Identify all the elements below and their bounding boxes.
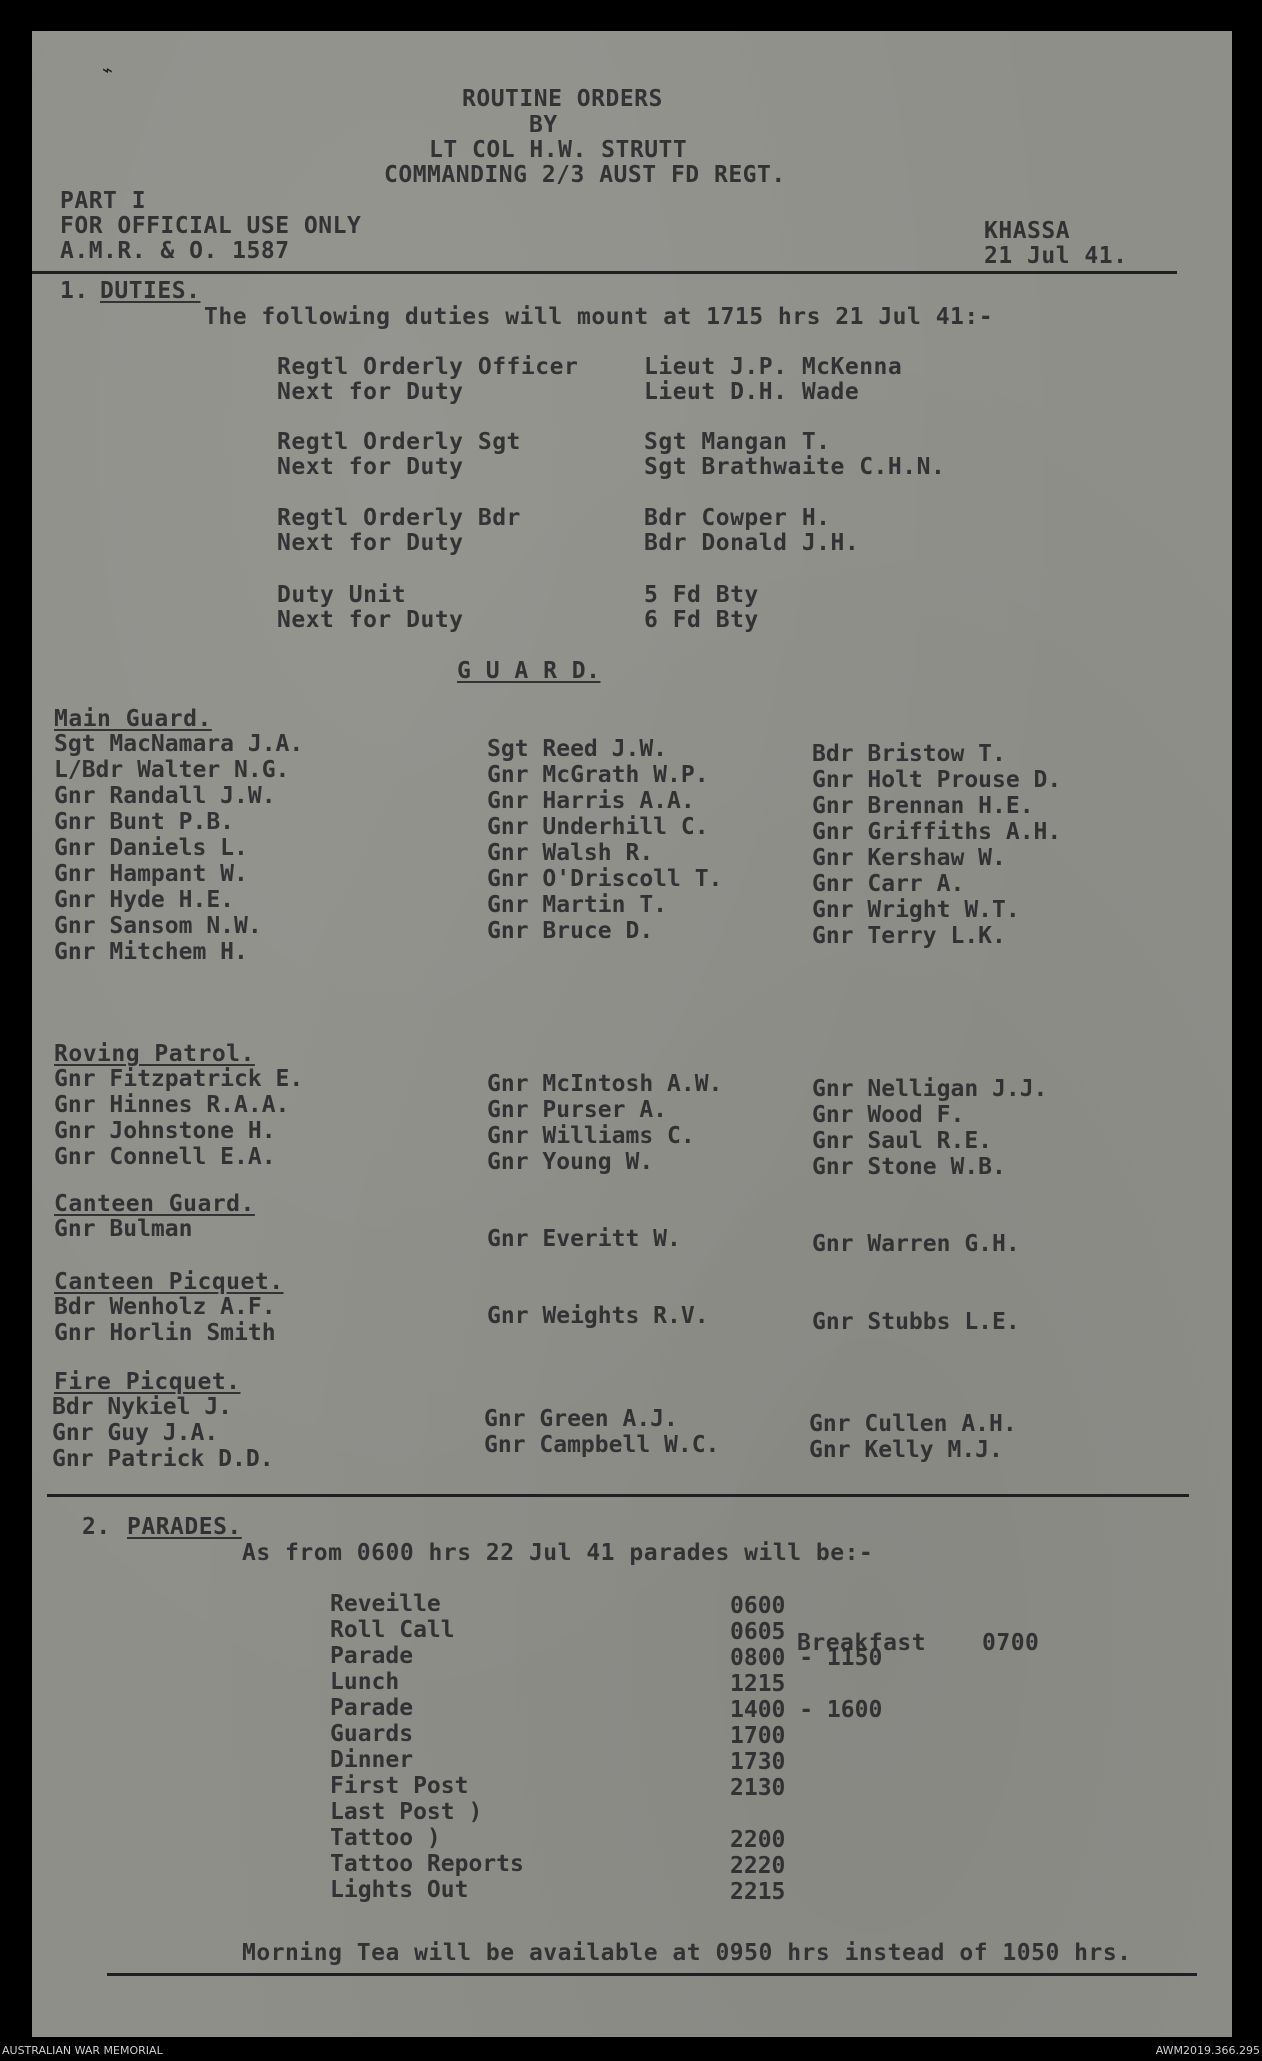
parade-item-time: 2215 bbox=[730, 1879, 786, 1905]
canteen-picquet-title: Canteen Picquet. bbox=[54, 1269, 284, 1295]
list-item: Sgt MacNamara J.A. bbox=[54, 731, 304, 757]
header-title: ROUTINE ORDERS bbox=[462, 86, 663, 112]
duty-name: 5 Fd Bty bbox=[644, 582, 759, 608]
canteen-guard-col2 bbox=[487, 1226, 681, 1252]
duty-role: Duty Unit bbox=[277, 582, 407, 608]
duty-next: Next for Duty bbox=[277, 454, 464, 480]
main-guard-col2 bbox=[487, 736, 722, 944]
list-item: Gnr Williams C. bbox=[487, 1123, 695, 1149]
list-item: Gnr O'Driscoll T. bbox=[487, 866, 723, 892]
duty-next-name: 6 Fd Bty bbox=[644, 607, 759, 633]
parade-item-name: Tattoo Reports bbox=[330, 1851, 524, 1877]
list-item: Gnr Purser A. bbox=[487, 1097, 668, 1123]
list-item: Gnr Brennan H.E. bbox=[812, 793, 1034, 819]
list-item: Gnr Everitt W. bbox=[487, 1226, 681, 1252]
list-item: Gnr Horlin Smith bbox=[54, 1320, 276, 1346]
list-item: Bdr Wenholz A.F. bbox=[54, 1294, 276, 1320]
list-item: Gnr Carr A. bbox=[812, 871, 965, 897]
parade-item-name: Parade bbox=[330, 1695, 414, 1721]
list-item: Gnr Hampant W. bbox=[54, 861, 248, 887]
list-item: Gnr Daniels L. bbox=[54, 835, 248, 861]
duty-next: Next for Duty bbox=[277, 607, 464, 633]
list-item: Gnr Holt Prouse D. bbox=[812, 767, 1062, 793]
header-unit: COMMANDING 2/3 AUST FD REGT. bbox=[384, 162, 786, 188]
list-item: Gnr Saul R.E. bbox=[812, 1128, 993, 1154]
parade-item-time: 0800 - 1150 bbox=[730, 1645, 883, 1671]
duty-role: Regtl Orderly Sgt bbox=[277, 429, 521, 455]
parade-item-name: Guards bbox=[330, 1721, 414, 1747]
list-item: Gnr Patrick D.D. bbox=[52, 1446, 274, 1472]
section-heading-duties: DUTIES. bbox=[100, 278, 201, 304]
list-item: Gnr Harris A.A. bbox=[487, 788, 695, 814]
roving-patrol-title: Roving Patrol. bbox=[54, 1041, 255, 1067]
list-item: Gnr Cullen A.H. bbox=[809, 1411, 1017, 1437]
list-item: Gnr Green A.J. bbox=[484, 1406, 678, 1432]
main-guard-col3 bbox=[812, 741, 1061, 949]
parade-item-time: 1700 bbox=[730, 1723, 786, 1749]
breakfast-time: 0700 bbox=[982, 1630, 1040, 1656]
list-item: Gnr Wood F. bbox=[812, 1102, 965, 1128]
list-item: Gnr Terry L.K. bbox=[812, 923, 1006, 949]
parade-item-name: Last Post ) bbox=[330, 1799, 483, 1825]
list-item: L/Bdr Walter N.G. bbox=[54, 757, 290, 783]
list-item: Gnr Bruce D. bbox=[487, 918, 654, 944]
parade-item-name: Lunch bbox=[330, 1669, 400, 1695]
list-item: Gnr Hyde H.E. bbox=[54, 887, 235, 913]
duties-intro: The following duties will mount at 1715 hrs 21 Jul 41:- bbox=[204, 304, 994, 330]
parade-item-time: 2220 bbox=[730, 1853, 786, 1879]
duty-next-name: Bdr Donald J.H. bbox=[644, 530, 860, 556]
parade-item-time bbox=[730, 1801, 882, 1827]
list-item: Gnr Stone W.B. bbox=[812, 1154, 1006, 1180]
reference-label: A.M.R. & O. 1587 bbox=[60, 238, 290, 264]
list-item: Gnr Campbell W.C. bbox=[484, 1432, 720, 1458]
canteen-picquet-col1 bbox=[54, 1294, 276, 1346]
duty-name: Bdr Cowper H. bbox=[644, 505, 831, 531]
morning-tea-note: Morning Tea will be available at 0950 hrs instead of 1050 hrs. bbox=[242, 1940, 1132, 1966]
list-item: Gnr Mitchem H. bbox=[54, 939, 248, 965]
fire-picquet-col3 bbox=[809, 1411, 1017, 1463]
parades-intro: As from 0600 hrs 22 Jul 41 parades will be:- bbox=[242, 1540, 874, 1566]
parade-item-name: First Post bbox=[330, 1773, 469, 1799]
divider bbox=[107, 1973, 1197, 1976]
duty-next-name: Sgt Brathwaite C.H.N. bbox=[644, 454, 946, 480]
duty-next-name: Lieut D.H. Wade bbox=[644, 379, 860, 405]
parade-item-time: 0605 bbox=[730, 1619, 786, 1645]
parade-item-time: 1400 - 1600 bbox=[730, 1697, 883, 1723]
guard-heading: G U A R D. bbox=[457, 658, 601, 684]
parade-item-time: 1730 bbox=[730, 1749, 786, 1775]
footer-right: AWM2019.366.295 bbox=[1155, 2044, 1260, 2057]
list-item: Gnr Griffiths A.H. bbox=[812, 819, 1062, 845]
parade-names bbox=[330, 1591, 524, 1903]
footer-left: AUSTRALIAN WAR MEMORIAL bbox=[2, 2044, 163, 2057]
list-item: Gnr Wright W.T. bbox=[812, 897, 1020, 923]
canteen-guard-title: Canteen Guard. bbox=[54, 1191, 255, 1217]
list-item: Gnr McIntosh A.W. bbox=[487, 1071, 723, 1097]
roving-patrol-col1 bbox=[54, 1066, 303, 1170]
duty-role: Regtl Orderly Officer bbox=[277, 354, 579, 380]
list-item: Gnr Fitzpatrick E. bbox=[54, 1066, 304, 1092]
main-guard-title: Main Guard. bbox=[54, 706, 212, 732]
list-item: Gnr Connell E.A. bbox=[54, 1144, 276, 1170]
list-item: Gnr Johnstone H. bbox=[54, 1118, 276, 1144]
list-item: Gnr Nelligan J.J. bbox=[812, 1076, 1048, 1102]
list-item: Gnr Guy J.A. bbox=[52, 1420, 219, 1446]
pin-mark-icon: ⌁ bbox=[102, 60, 113, 81]
list-item: Gnr Bulman bbox=[54, 1216, 193, 1242]
parade-item-time: 2200 bbox=[730, 1827, 786, 1853]
duty-next: Next for Duty bbox=[277, 530, 464, 556]
divider bbox=[47, 1494, 1189, 1497]
list-item: Gnr Young W. bbox=[487, 1149, 654, 1175]
list-item: Gnr Warren G.H. bbox=[812, 1231, 1020, 1257]
header-by: BY bbox=[529, 112, 558, 138]
list-item: Gnr Sansom N.W. bbox=[54, 913, 262, 939]
canteen-guard-col1 bbox=[54, 1216, 192, 1242]
section-number: 1. bbox=[60, 278, 89, 304]
roving-patrol-col2 bbox=[487, 1071, 722, 1175]
parade-item-time: 1215 bbox=[730, 1671, 786, 1697]
breakfast-label: Breakfast bbox=[797, 1630, 927, 1656]
list-item: Gnr Walsh R. bbox=[487, 840, 654, 866]
list-item: Gnr Stubbs L.E. bbox=[812, 1309, 1020, 1335]
list-item: Bdr Bristow T. bbox=[812, 741, 1006, 767]
fire-picquet-title: Fire Picquet. bbox=[54, 1369, 241, 1395]
divider bbox=[32, 271, 1177, 274]
date-label: 21 Jul 41. bbox=[984, 243, 1128, 269]
list-item: Gnr Hinnes R.A.A. bbox=[54, 1092, 290, 1118]
list-item: Gnr Underhill C. bbox=[487, 814, 709, 840]
list-item: Sgt Reed J.W. bbox=[487, 736, 668, 762]
list-item: Gnr Martin T. bbox=[487, 892, 668, 918]
list-item: Gnr Kershaw W. bbox=[812, 845, 1006, 871]
parade-item-time: 0600 bbox=[730, 1593, 786, 1619]
list-item: Bdr Nykiel J. bbox=[52, 1394, 233, 1420]
canteen-picquet-col3 bbox=[812, 1309, 1020, 1335]
canteen-guard-col3 bbox=[812, 1231, 1020, 1257]
parade-item-name: Reveille bbox=[330, 1591, 441, 1617]
duty-name: Lieut J.P. McKenna bbox=[644, 354, 903, 380]
parade-item-name: Tattoo ) bbox=[330, 1825, 441, 1851]
parade-item-name: Lights Out bbox=[330, 1877, 469, 1903]
duty-next: Next for Duty bbox=[277, 379, 464, 405]
parade-item-time: 2130 bbox=[730, 1775, 786, 1801]
list-item: Gnr Weights R.V. bbox=[487, 1303, 709, 1329]
section-heading-parades: PARADES. bbox=[127, 1514, 242, 1540]
header-commander: LT COL H.W. STRUTT bbox=[429, 137, 688, 163]
document-page bbox=[32, 31, 1232, 2037]
duty-role: Regtl Orderly Bdr bbox=[277, 505, 521, 531]
part-label: PART I bbox=[60, 188, 147, 214]
parade-item-name: Parade bbox=[330, 1643, 414, 1669]
roving-patrol-col3 bbox=[812, 1076, 1047, 1180]
place-label: KHASSA bbox=[984, 218, 1071, 244]
parade-item-name: Roll Call bbox=[330, 1617, 455, 1643]
duty-name: Sgt Mangan T. bbox=[644, 429, 831, 455]
list-item: Gnr Kelly M.J. bbox=[809, 1437, 1003, 1463]
canteen-picquet-col2 bbox=[487, 1303, 709, 1329]
list-item: Gnr Randall J.W. bbox=[54, 783, 276, 809]
parade-item-name: Dinner bbox=[330, 1747, 414, 1773]
fire-picquet-col1 bbox=[52, 1394, 274, 1472]
main-guard-col1 bbox=[54, 731, 303, 965]
section-number: 2. bbox=[82, 1514, 111, 1540]
fire-picquet-col2 bbox=[484, 1406, 719, 1458]
list-item: Gnr Bunt P.B. bbox=[54, 809, 235, 835]
official-label: FOR OFFICIAL USE ONLY bbox=[60, 213, 362, 239]
list-item: Gnr McGrath W.P. bbox=[487, 762, 709, 788]
